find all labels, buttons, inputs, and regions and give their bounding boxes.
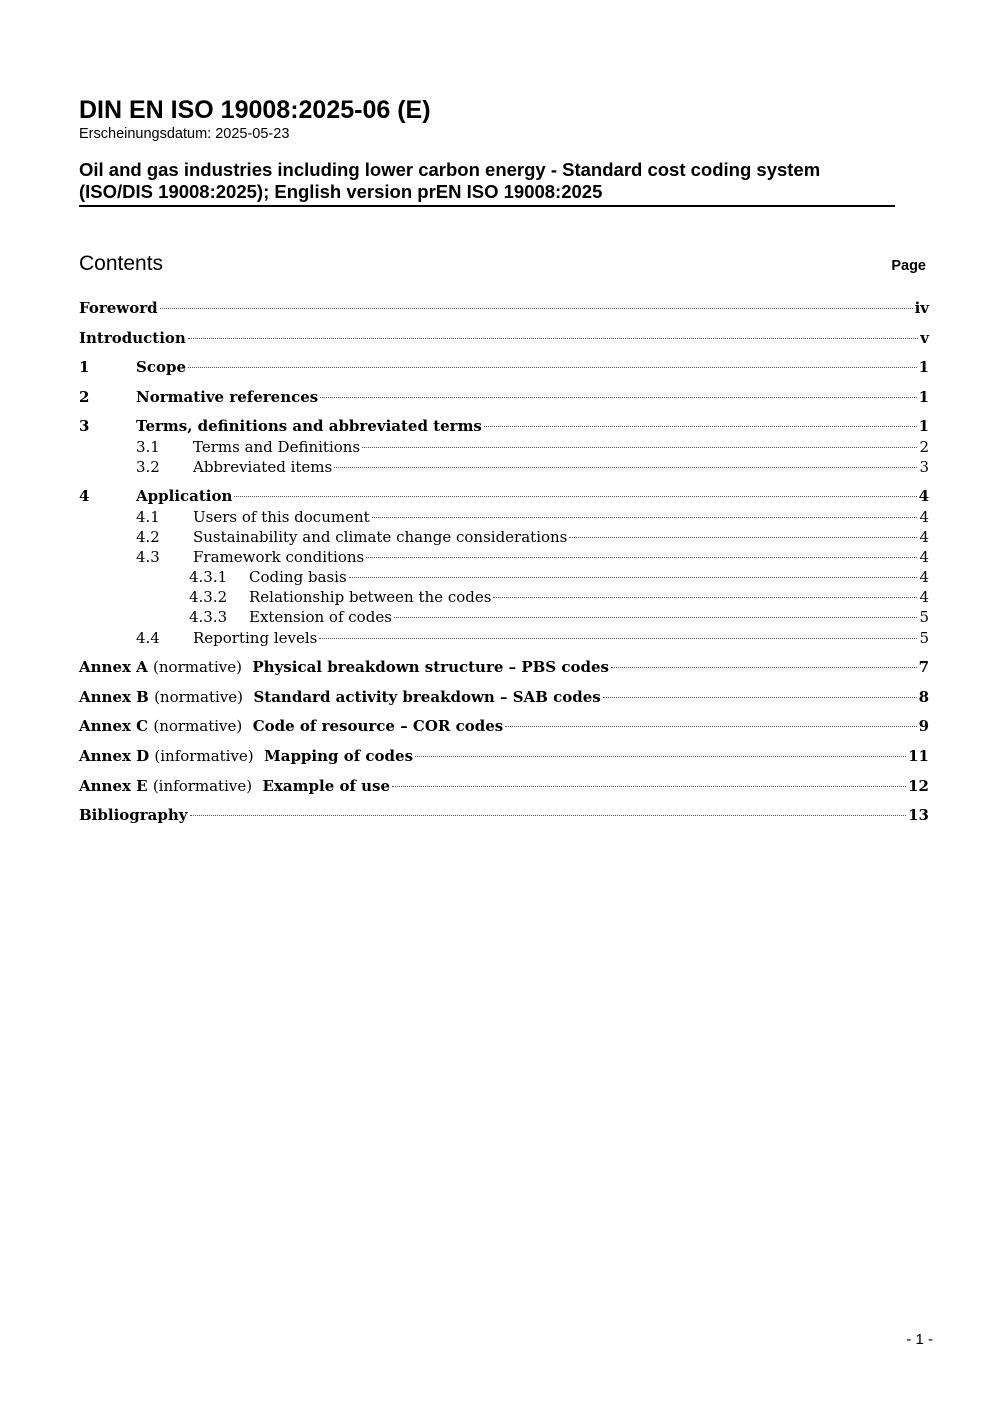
toc-entry-annex-a[interactable] [79, 657, 929, 677]
toc-entry-sustainability[interactable] [79, 527, 929, 547]
dot-leader [160, 308, 913, 309]
toc-entry-scope[interactable] [79, 357, 929, 377]
toc-entry-label: Users of this document [193, 508, 370, 526]
toc-entry-number: 3 [79, 417, 90, 435]
toc-entry-page: 11 [908, 747, 929, 765]
annex-title: Physical breakdown structure – PBS codes [252, 658, 609, 676]
toc-entry-label: Foreword [79, 299, 158, 317]
toc-entry-label [79, 746, 413, 766]
toc-entry-label: Framework conditions [193, 548, 365, 566]
document-header [79, 95, 895, 207]
toc-entry-page: 7 [918, 658, 929, 676]
toc-entry-annex-e[interactable] [79, 776, 929, 796]
toc-entry-framework-conditions[interactable] [79, 547, 929, 567]
toc-entry-page: 4 [919, 568, 929, 586]
dot-leader [372, 517, 918, 518]
annex-letter: Annex D [79, 747, 150, 765]
annex-title: Example of use [262, 777, 391, 795]
toc-entry-label [79, 657, 609, 677]
toc-entry-number: 3.1 [136, 438, 160, 456]
dot-leader [505, 726, 916, 727]
toc-entry-abbreviated-items[interactable] [79, 457, 929, 477]
toc-entry-foreword[interactable] [79, 298, 929, 318]
toc-entry-page: 4 [919, 508, 929, 526]
dot-leader [334, 467, 917, 468]
dot-leader [234, 496, 916, 497]
dot-leader [319, 638, 917, 639]
annex-kind: (informative) [154, 747, 254, 765]
contents-header [79, 251, 929, 281]
toc-entry-annex-b[interactable] [79, 687, 929, 707]
annex-kind: (informative) [152, 777, 253, 795]
contents-title: Contents [79, 252, 164, 275]
toc-entry-label: Abbreviated items [193, 458, 333, 476]
toc-entry-page: 2 [919, 438, 929, 456]
dot-leader [392, 786, 906, 787]
toc-entry-terms-definitions[interactable] [79, 416, 929, 436]
toc-entry-page: 3 [919, 458, 929, 476]
toc-entry-label: Extension of codes [249, 608, 392, 626]
annex-title: Mapping of codes [264, 747, 414, 765]
annex-kind: (normative) [153, 658, 242, 676]
toc-entry-terms-and-definitions[interactable] [79, 437, 929, 457]
toc-entry-relationship-codes[interactable] [79, 587, 929, 607]
publication-date: Erscheinungsdatum: 2025-05-23 [79, 126, 290, 142]
dot-leader [415, 756, 906, 757]
annex-letter: Annex A [79, 658, 148, 676]
dot-leader [394, 617, 918, 618]
toc-entry-number: 4 [79, 487, 90, 505]
page-column-label: Page [891, 258, 926, 274]
toc-entry-label: Introduction [79, 329, 186, 347]
toc-entry-label [79, 716, 503, 736]
toc-entry-number: 3.2 [136, 458, 160, 476]
toc-entry-extension-codes[interactable] [79, 607, 929, 627]
toc-entry-page: 1 [918, 417, 929, 435]
toc-entry-page: 1 [918, 358, 929, 376]
toc-entry-bibliography[interactable] [79, 805, 929, 825]
dot-leader [188, 338, 918, 339]
toc-entry-normative-references[interactable] [79, 387, 929, 407]
toc-entry-number: 4.3.3 [189, 608, 228, 626]
dot-leader [603, 697, 917, 698]
toc-entry-page: 8 [918, 688, 929, 706]
annex-kind: (normative) [154, 688, 243, 706]
toc-entry-label: Application [136, 487, 233, 505]
toc-entry-page: 12 [908, 777, 929, 795]
annex-title: Standard activity breakdown – SAB codes [253, 688, 601, 706]
dot-leader [484, 426, 917, 427]
toc-entry-label: Bibliography [79, 806, 188, 824]
toc-entry-page: 13 [908, 806, 929, 824]
toc-entry-number: 4.4 [136, 629, 160, 647]
toc-entry-coding-basis[interactable] [79, 567, 929, 587]
toc-entry-page: iv [914, 299, 929, 317]
toc-entry-page: 4 [919, 548, 929, 566]
document-title: Oil and gas industries including lower carbon energy - Standard cost coding system (ISO/DIS 19008:2025); English version prEN ISO 19008:2025 [79, 159, 895, 207]
toc-entry-label: Coding basis [249, 568, 347, 586]
toc-entry-page: 4 [918, 487, 929, 505]
toc-entry-label: Reporting levels [193, 629, 318, 647]
annex-kind: (normative) [153, 717, 243, 735]
toc-entry-annex-d[interactable] [79, 746, 929, 766]
toc-entry-introduction[interactable] [79, 328, 929, 348]
toc-entry-page: 1 [918, 388, 929, 406]
dot-leader [188, 367, 917, 368]
dot-leader [349, 577, 918, 578]
toc-entry-number: 1 [79, 358, 90, 376]
toc-entry-application[interactable] [79, 486, 929, 506]
toc-entry-label: Relationship between the codes [249, 588, 492, 606]
toc-entry-label [79, 776, 390, 796]
page-number: - 1 - [906, 1331, 933, 1348]
toc-entry-label: Normative references [136, 388, 319, 406]
annex-letter: Annex E [79, 777, 148, 795]
toc-entry-label [79, 687, 601, 707]
dot-leader [611, 667, 917, 668]
toc-entry-users[interactable] [79, 507, 929, 527]
dot-leader [320, 397, 916, 398]
toc-entry-page: v [920, 329, 929, 347]
annex-letter: Annex C [79, 717, 149, 735]
toc-entry-page: 4 [919, 528, 929, 546]
toc-entry-number: 2 [79, 388, 90, 406]
toc-entry-page: 5 [919, 629, 929, 647]
dot-leader [190, 815, 907, 816]
dot-leader [366, 557, 917, 558]
toc-entry-label: Terms and Definitions [193, 438, 361, 456]
annex-title: Code of resource – COR codes [252, 717, 504, 735]
toc-entry-annex-c[interactable] [79, 716, 929, 736]
document-id: DIN EN ISO 19008:2025-06 (E) [79, 96, 431, 124]
toc-entry-label: Sustainability and climate change considerations [193, 528, 568, 546]
dot-leader [493, 597, 917, 598]
toc-entry-number: 4.3.2 [189, 588, 228, 606]
dot-leader [362, 447, 917, 448]
toc-entry-label: Scope [136, 358, 187, 376]
toc-entry-number: 4.2 [136, 528, 160, 546]
toc-entry-page: 9 [918, 717, 929, 735]
toc-entry-label: Terms, definitions and abbreviated terms [136, 417, 482, 435]
dot-leader [569, 537, 917, 538]
annex-letter: Annex B [79, 688, 149, 706]
toc-entry-number: 4.3 [136, 548, 160, 566]
toc-entry-page: 4 [919, 588, 929, 606]
toc-entry-page: 5 [919, 608, 929, 626]
toc-entry-number: 4.1 [136, 508, 160, 526]
toc-entry-number: 4.3.1 [189, 568, 228, 586]
toc-entry-reporting-levels[interactable] [79, 628, 929, 648]
